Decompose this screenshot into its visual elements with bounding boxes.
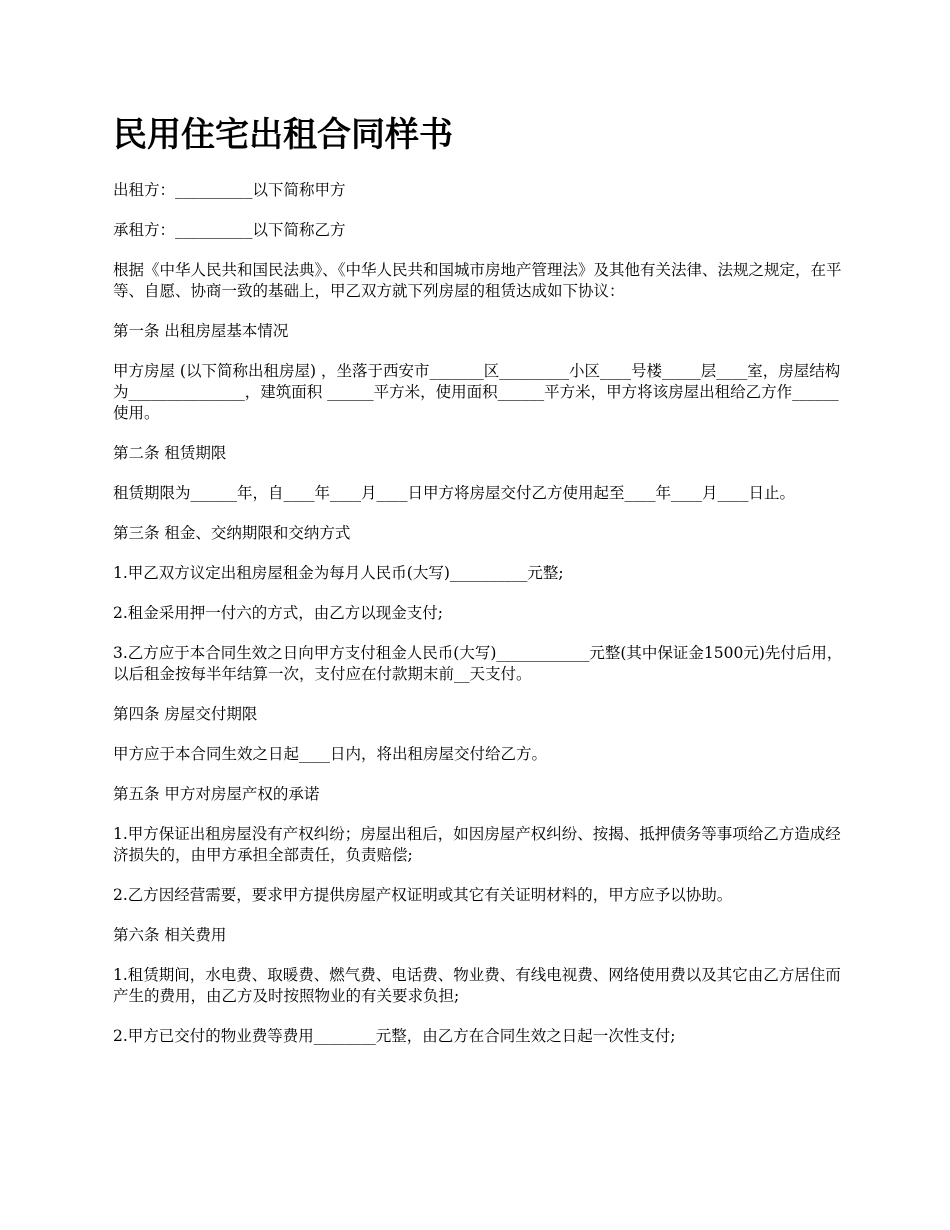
- article-4-heading: 第四条 房屋交付期限: [113, 705, 258, 723]
- article-2-heading: 第二条 租赁期限: [113, 444, 227, 462]
- article-1-body: 甲方房屋 (以下简称出租房屋) ，坐落于西安市_______区_________小区____号楼_____层____室，房屋结构为_______________，建筑面积 ______平方米，使用面积______平方米，甲方将该房屋出租给乙方作______使用。: [113, 362, 841, 422]
- article-5-clause-1: 1.甲方保证出租房屋没有产权纠纷；房屋出租后，如因房屋产权纠纷、按揭、抵押债务等事项给乙方造成经济损失的，由甲方承担全部责任，负责赔偿;: [113, 825, 841, 864]
- article-3-clause-2: 2.租金采用押一付六的方式，由乙方以现金支付;: [113, 604, 444, 622]
- article-6-clause-1: 1.租赁期间，水电费、取暖费、燃气费、电话费、物业费、有线电视费、网络使用费以及其它由乙方居住而产生的费用，由乙方及时按照物业的有关要求负担;: [113, 966, 841, 1005]
- article-4-body: 甲方应于本合同生效之日起____日内，将出租房屋交付给乙方。: [113, 745, 548, 763]
- article-2-body: 租赁期限为______年，自____年____月____日甲方将房屋交付乙方使用起至____年____月____日止。: [113, 484, 796, 502]
- article-3-clause-3: 3.乙方应于本合同生效之日向甲方支付租金人民币(大写)____________元整(其中保证金1500元)先付后用，以后租金按每半年结算一次，支付应在付款期末前__天支付。: [113, 644, 843, 683]
- preamble-paragraph: 根据《中华人民共和国民法典》、《中华人民共和国城市房地产管理法》及其他有关法律、法规之规定，在平等、自愿、协商一致的基础上，甲乙双方就下列房屋的租赁达成如下协议：: [113, 261, 842, 300]
- article-6-clause-2: 2.甲方已交付的物业费等费用________元整，由乙方在合同生效之日起一次性支付;: [113, 1027, 676, 1045]
- article-6-heading: 第六条 相关费用: [113, 926, 227, 944]
- article-5-clause-2: 2.乙方因经营需要，要求甲方提供房屋产权证明或其它有关证明材料的，甲方应予以协助。: [113, 886, 733, 904]
- party-lessee: 承租方：__________以下简称乙方: [113, 221, 346, 239]
- document-body: [113, 112, 848, 1066]
- article-3-clause-1: 1.甲乙双方议定出租房屋租金为每月人民币(大写)__________元整;: [113, 564, 564, 582]
- party-lessor: 出租方：__________以下简称甲方: [113, 181, 346, 199]
- article-1-heading: 第一条 出租房屋基本情况: [113, 322, 289, 340]
- article-3-heading: 第三条 租金、交纳期限和交纳方式: [113, 524, 351, 542]
- document-title: 民用住宅出租合同样书: [113, 115, 453, 155]
- article-5-heading: 第五条 甲方对房屋产权的承诺: [113, 785, 320, 803]
